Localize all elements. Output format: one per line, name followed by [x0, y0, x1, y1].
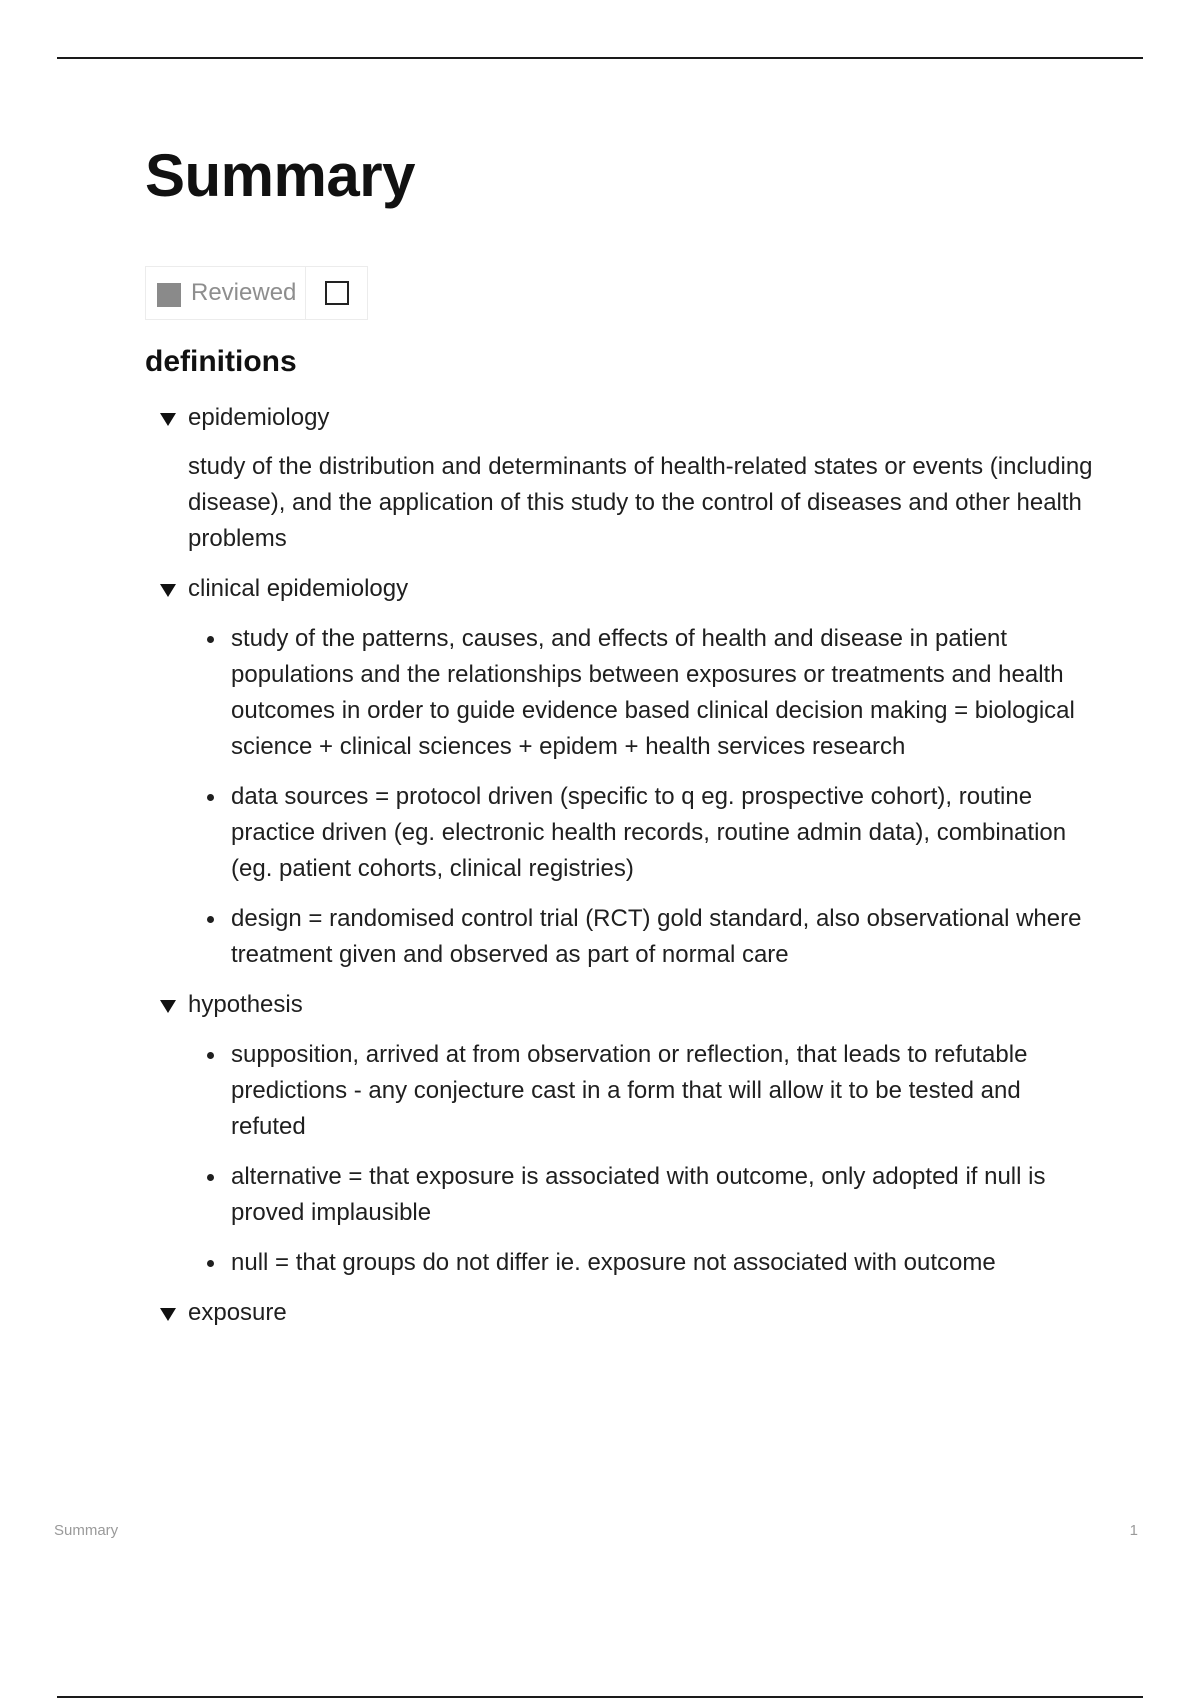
list-item-text: study of the patterns, causes, and effects of health and disease in patient populations and the relationships between exposures or treatments and health outcomes in order to guide evidence based clinical decision making = biological science + clinical sciences + epidem + health services research	[231, 625, 1075, 760]
list-item-text: supposition, arrived at from observation or reflection, that leads to refutable predictions - any conjecture cast in a form that will allow it to be tested and refuted	[231, 1041, 1028, 1140]
toggle-header[interactable]	[160, 1295, 1100, 1331]
list-item	[188, 901, 1100, 973]
triangle-down-icon[interactable]	[160, 584, 176, 597]
bullet-dot-icon	[207, 1174, 214, 1181]
property-square-icon	[157, 283, 181, 307]
bullet-dot-icon	[207, 1260, 214, 1267]
bullet-dot-icon	[207, 794, 214, 801]
list-item	[188, 1159, 1100, 1231]
property-label: Reviewed	[191, 279, 297, 306]
list-item	[188, 779, 1100, 887]
bullet-list	[188, 621, 1100, 973]
property-row-reviewed	[145, 266, 368, 320]
bullet-dot-icon	[207, 636, 214, 643]
bullet-dot-icon	[207, 1052, 214, 1059]
property-value-cell	[306, 267, 367, 319]
toggle-body	[188, 621, 1100, 973]
toggle-header[interactable]	[160, 987, 1100, 1023]
bullet-dot-icon	[207, 916, 214, 923]
toggle-label: epidemiology	[188, 404, 330, 431]
footer-document-title: Summary	[54, 1522, 119, 1539]
toggle-clinical-epidemiology	[160, 571, 1100, 973]
triangle-down-icon[interactable]	[160, 413, 176, 426]
toggle-exposure	[160, 1295, 1100, 1331]
toggle-body	[188, 1037, 1100, 1281]
property-name-cell	[146, 267, 306, 319]
toggle-label: hypothesis	[188, 991, 303, 1018]
toggle-list	[160, 400, 1100, 1331]
bottom-rule	[57, 1696, 1143, 1698]
toggle-header[interactable]	[160, 571, 1100, 607]
toggle-header[interactable]	[160, 400, 1100, 436]
triangle-down-icon[interactable]	[160, 1000, 176, 1013]
list-item-text: alternative = that exposure is associated with outcome, only adopted if null is proved implausible	[231, 1163, 1046, 1226]
bullet-list	[188, 1037, 1100, 1281]
triangle-down-icon[interactable]	[160, 1308, 176, 1321]
section-heading: definitions	[145, 345, 297, 378]
top-rule	[57, 57, 1143, 59]
footer-page-number: 1	[1129, 1522, 1138, 1539]
toggle-epidemiology	[160, 400, 1100, 557]
toggle-body	[188, 449, 1100, 557]
toggle-label: exposure	[188, 1299, 287, 1326]
list-item-text: design = randomised control trial (RCT) gold standard, also observational where treatment given and observed as part of normal care	[231, 905, 1082, 968]
list-item	[188, 1037, 1100, 1145]
toggle-label: clinical epidemiology	[188, 575, 409, 602]
reviewed-checkbox[interactable]	[325, 281, 349, 305]
toggle-hypothesis	[160, 987, 1100, 1281]
page-title: Summary	[145, 142, 415, 209]
list-item	[188, 621, 1100, 765]
list-item-text: data sources = protocol driven (specific to q eg. prospective cohort), routine practice driven (eg. electronic health records, routine admin data), combination (eg. patient cohorts, clinical registries)	[231, 783, 1067, 882]
paragraph: study of the distribution and determinants of health-related states or events (including disease), and the application of this study to the control of diseases and other health problems	[188, 453, 1093, 552]
list-item	[188, 1245, 1100, 1281]
list-item-text: null = that groups do not differ ie. exposure not associated with outcome	[231, 1249, 996, 1276]
